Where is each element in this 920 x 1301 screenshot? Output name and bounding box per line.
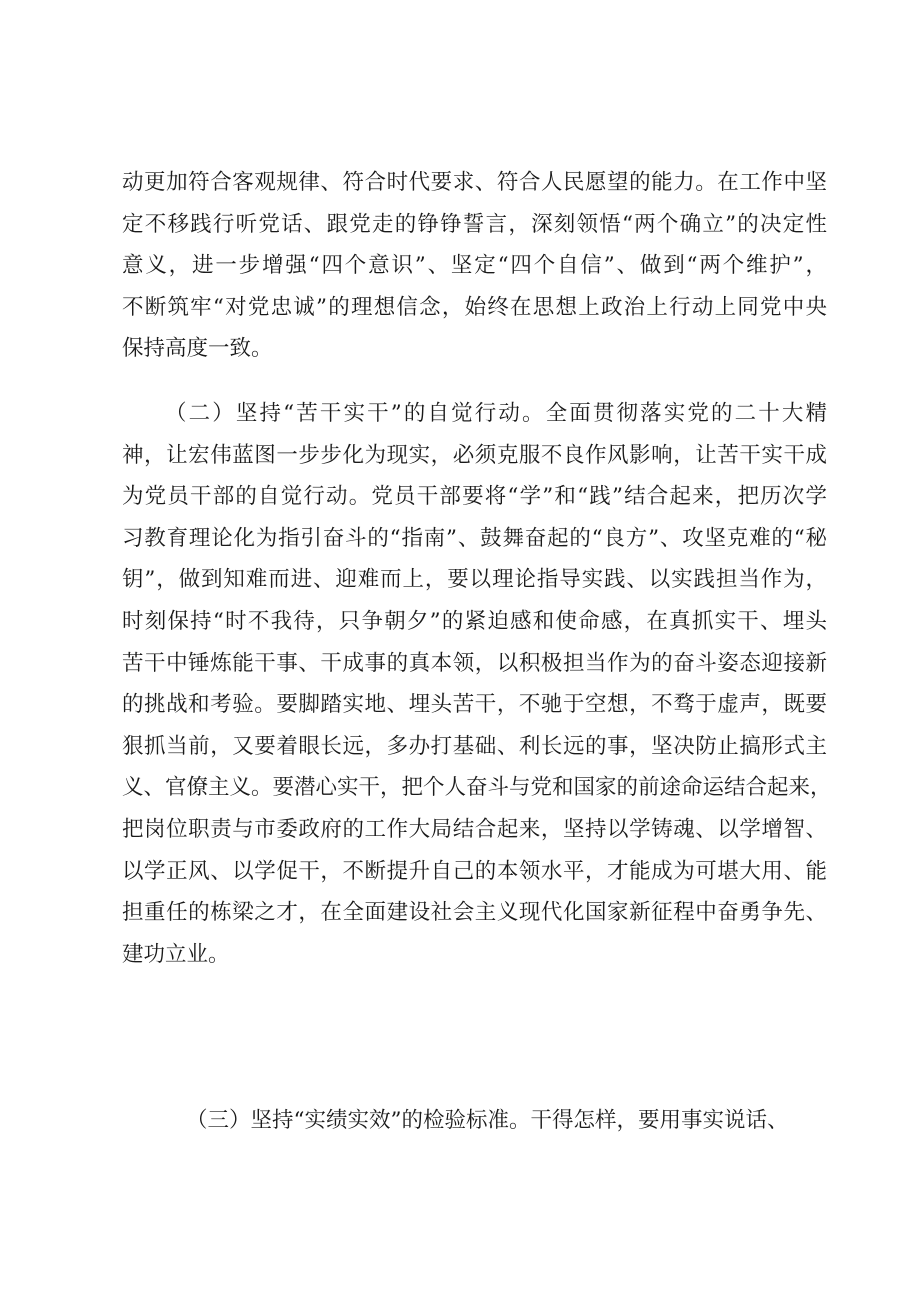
paragraph-line: 不断筑牢“对党忠诚”的理想信念，始终在思想上政治上行动上同党中央 [122, 294, 827, 320]
paragraph-line: 定不移践行听党话、跟党走的铮铮誓言，深刻领悟“两个确立”的决定性 [122, 211, 827, 237]
paragraph-line: 担重任的栋梁之才，在全面建设社会主义现代化国家新征程中奋勇争先、 [122, 900, 827, 926]
paragraph-line: 习教育理论化为指引奋斗的“指南”、鼓舞奋起的“良方”、攻坚克难的“秘 [122, 525, 827, 551]
paragraph-heading-line: （二）坚持“苦干实干”的自觉行动。全面贯彻落实党的二十大精 [165, 401, 827, 426]
paragraph-3 [122, 1100, 827, 1142]
paragraph-line: 神，让宏伟蓝图一步步化为现实，必须克服不良作风影响，让苦干实干成 [122, 442, 827, 468]
paragraph-2 [122, 393, 832, 975]
paragraph-line: 把岗位职责与市委政府的工作大局结合起来，坚持以学铸魂、以学增智、 [122, 816, 827, 842]
paragraph-line: 钥”，做到知难而进、迎难而上，要以理论指导实践、以实践担当作为， [122, 567, 827, 593]
paragraph-heading-line: （三）坚持“实绩实效”的检验标准。干得怎样，要用事实说话、 [186, 1108, 789, 1133]
paragraph-line: 为党员干部的自觉行动。党员干部要将“学”和“践”结合起来，把历次学 [122, 484, 827, 510]
paragraph-line: 苦干中锤炼能干事、干成事的真本领，以积极担当作为的奋斗姿态迎接新 [122, 650, 827, 676]
paragraph-line: 义、官僚主义。要潜心实干，把个人奋斗与党和国家的前途命运结合起来， [122, 775, 832, 801]
paragraph-line: 意义，进一步增强“四个意识”、坚定“四个自信”、做到“两个维护”， [122, 253, 827, 279]
paragraph-1 [122, 162, 827, 370]
paragraph-line: 以学正风、以学促干，不断提升自己的本领水平，才能成为可堪大用、能 [122, 858, 827, 884]
paragraph-line: 狠抓当前，又要着眼长远，多办打基础、利长远的事，坚决防止搞形式主 [122, 733, 827, 759]
paragraph-line: 时刻保持“时不我待，只争朝夕”的紧迫感和使命感，在真抓实干、埋头 [122, 608, 827, 634]
paragraph-line: 建功立业。 [122, 941, 230, 967]
paragraph-line: 动更加符合客观规律、符合时代要求、符合人民愿望的能力。在工作中坚 [122, 170, 827, 195]
paragraph-line: 保持高度一致。 [122, 336, 273, 362]
paragraph-line: 的挑战和考验。要脚踏实地、埋头苦干，不驰于空想，不骛于虚声，既要 [122, 692, 827, 718]
